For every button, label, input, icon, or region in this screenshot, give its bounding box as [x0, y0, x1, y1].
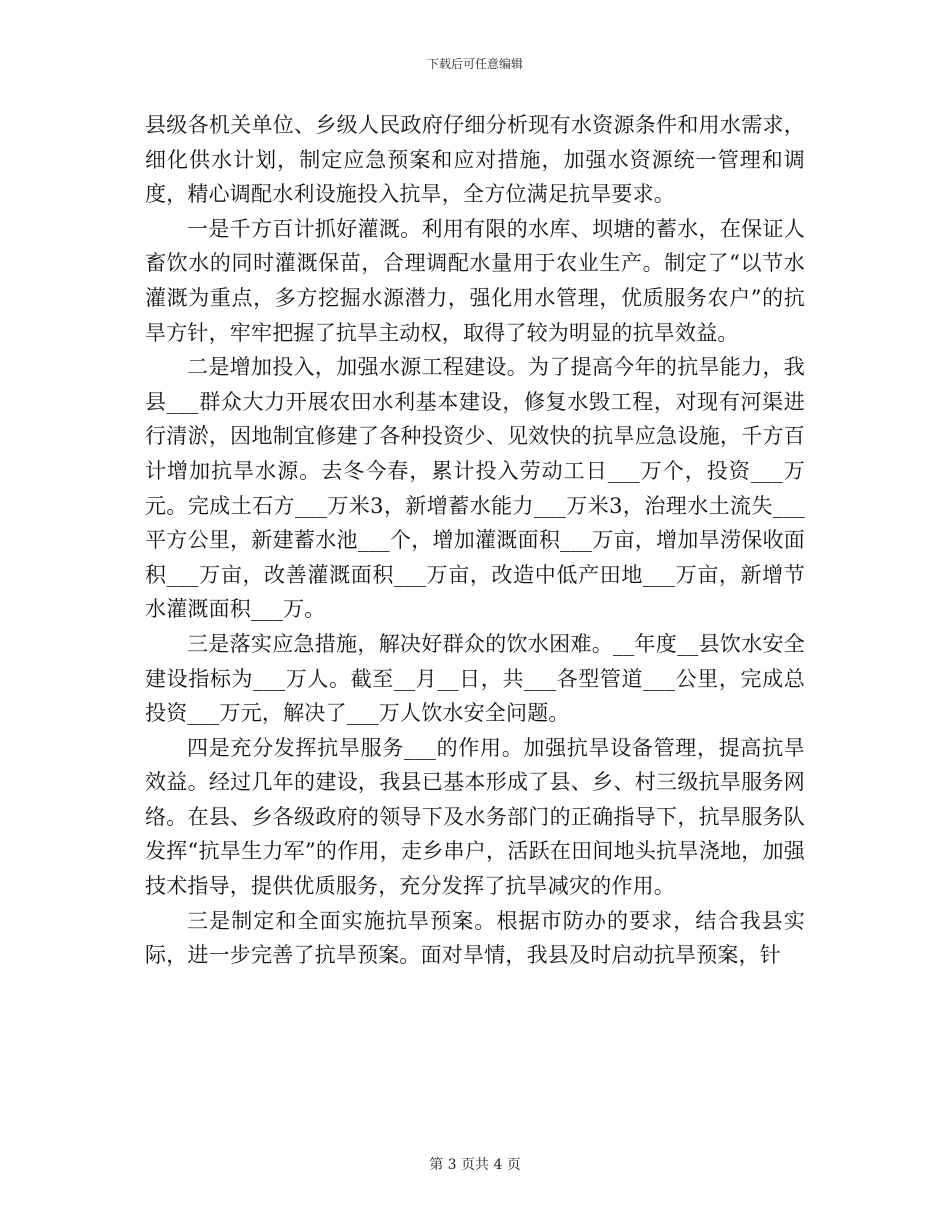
document-body [145, 108, 805, 973]
page-number: 第 3 页共 4 页 [429, 1157, 521, 1173]
paragraph-investment: 二是增加投入，加强水源工程建设。为了提高今年的抗旱能力，我县___群众大力开展农田水利基本建设，修复水毁工程，对现有河渠进行清淤，因地制宜修建了各种投资少、见效快的抗旱应急设施，千方百计增加抗旱水源。去冬今春，累计投入劳动工日___万个，投资___万元。完成土石方___万米3，新增蓄水能力___万米3，治理水土流失___平方公里，新建蓄水池___个，增加灌溉面积___万亩，增加旱涝保收面积___万亩，改善灌溉面积___万亩，改造中低产田地___万亩，新增节水灌溉面积___万。 [145, 355, 805, 622]
paragraph-contingency-plan: 三是制定和全面实施抗旱预案。根据市防办的要求，结合我县实际，进一步完善了抗旱预案。面对旱情，我县及时启动抗旱预案，针 [145, 908, 805, 968]
paragraph-drinking-water: 三是落实应急措施，解决好群众的饮水困难。__年度__县饮水安全建设指标为___万人。截至__月__日，共___各型管道___公里，完成总投资___万元，解决了___万人饮水安全问题。 [145, 631, 805, 726]
paragraph-service-teams: 四是充分发挥抗旱服务___的作用。加强抗旱设备管理，提高抗旱效益。经过几年的建设，我县已基本形成了县、乡、村三级抗旱服务网络。在县、乡各级政府的领导下及水务部门的正确指导下，抗旱服务队发挥“抗旱生力军”的作用，走乡串户，活跃在田间地头抗旱浇地，加强技术指导，提供优质服务，充分发挥了抗旱减灾的作用。 [145, 735, 805, 899]
paragraph-intro-continuation: 县级各机关单位、乡级人民政府仔细分析现有水资源条件和用水需求，细化供水计划，制定应急预案和应对措施，加强水资源统一管理和调度，精心调配水利设施投入抗旱，全方位满足抗旱要求。 [145, 113, 805, 207]
page-header-note: 下载后可任意编辑 [426, 57, 523, 71]
paragraph-irrigation: 一是千方百计抓好灌溉。利用有限的水库、坝塘的蓄水，在保证人畜饮水的同时灌溉保苗，合理调配水量用于农业生产。制定了“以节水灌溉为重点，多方挖掘水源潜力，强化用水管理，优质服务农户”的抗旱方针，牢牢把握了抗旱主动权，取得了较为明显的抗旱效益。 [145, 216, 805, 345]
